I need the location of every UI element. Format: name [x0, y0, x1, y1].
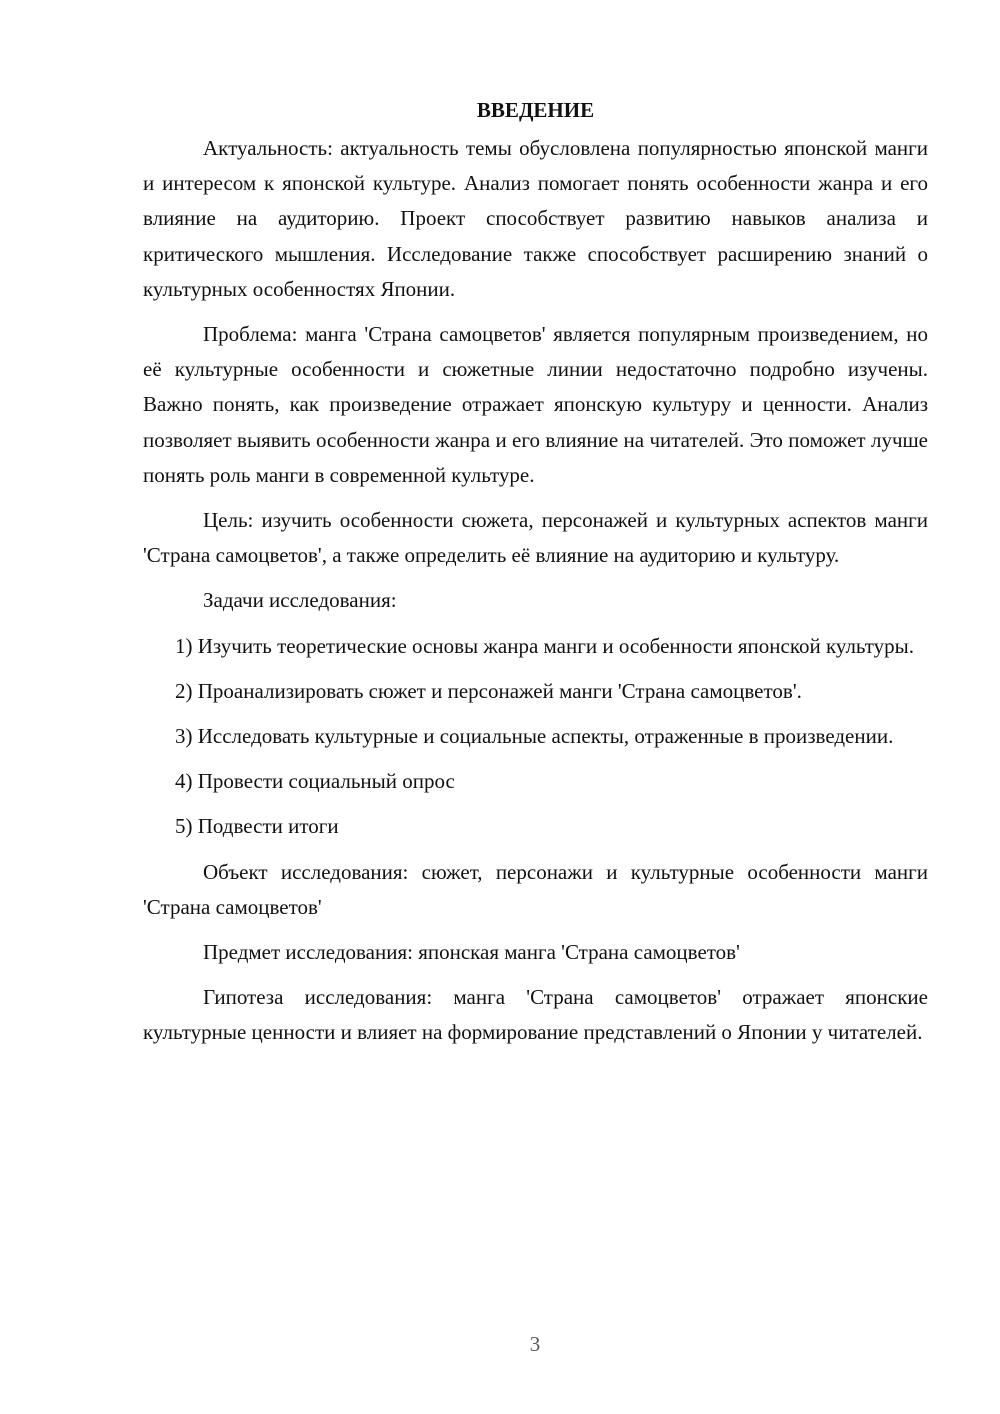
task-item-3: 3) Исследовать культурные и социальные аспекты, отраженные в произведении.	[175, 724, 894, 749]
hypothesis-paragraph: Гипотеза исследования: манга 'Страна самоцветов' отражает японские культурные ценности и влияет на формирование представлений о Японии у читателей.	[143, 985, 928, 1045]
section-heading: ВВЕДЕНИЕ	[476, 98, 595, 122]
task-item-5: 5) Подвести итоги	[175, 814, 339, 839]
document-page	[143, 95, 928, 1061]
goal-paragraph: Цель: изучить особенности сюжета, персонажей и культурных аспектов манги 'Страна самоцветов', а также определить её влияние на аудиторию и культуру.	[143, 508, 928, 568]
page-number: 3	[529, 1332, 541, 1356]
task-item-2: 2) Проанализировать сюжет и персонажей манги 'Страна самоцветов'.	[175, 678, 802, 703]
task-item-1: 1) Изучить теоретические основы жанра манги и особенности японской культуры.	[175, 633, 914, 658]
task-item-4: 4) Провести социальный опрос	[175, 769, 455, 794]
problem-paragraph: Проблема: манга 'Страна самоцветов' является популярным произведением, но её культурные особенности и сюжетные линии недостаточно подробно изучены. Важно понять, как произведение отражает японскую культуру и ценности. Анализ позволяет выявить особенности жанра и его влияние на читателей. Это поможет лучше понять роль манги в современной культуре.	[143, 322, 928, 487]
tasks-title: Задачи исследования:	[203, 588, 397, 613]
object-paragraph: Объект исследования: сюжет, персонажи и культурные особенности манги 'Страна самоцветов'	[143, 859, 928, 919]
relevance-paragraph: Актуальность: актуальность темы обусловлена популярностью японской манги и интересом к японской культуре. Анализ помогает понять особенности жанра и его влияние на аудиторию. Проект способствует развитию навыков анализа и критического мышления. Исследование также способствует расширению знаний о культурных особенностях Японии.	[143, 136, 928, 301]
subject-paragraph: Предмет исследования: японская манга 'Страна самоцветов'	[203, 940, 740, 965]
